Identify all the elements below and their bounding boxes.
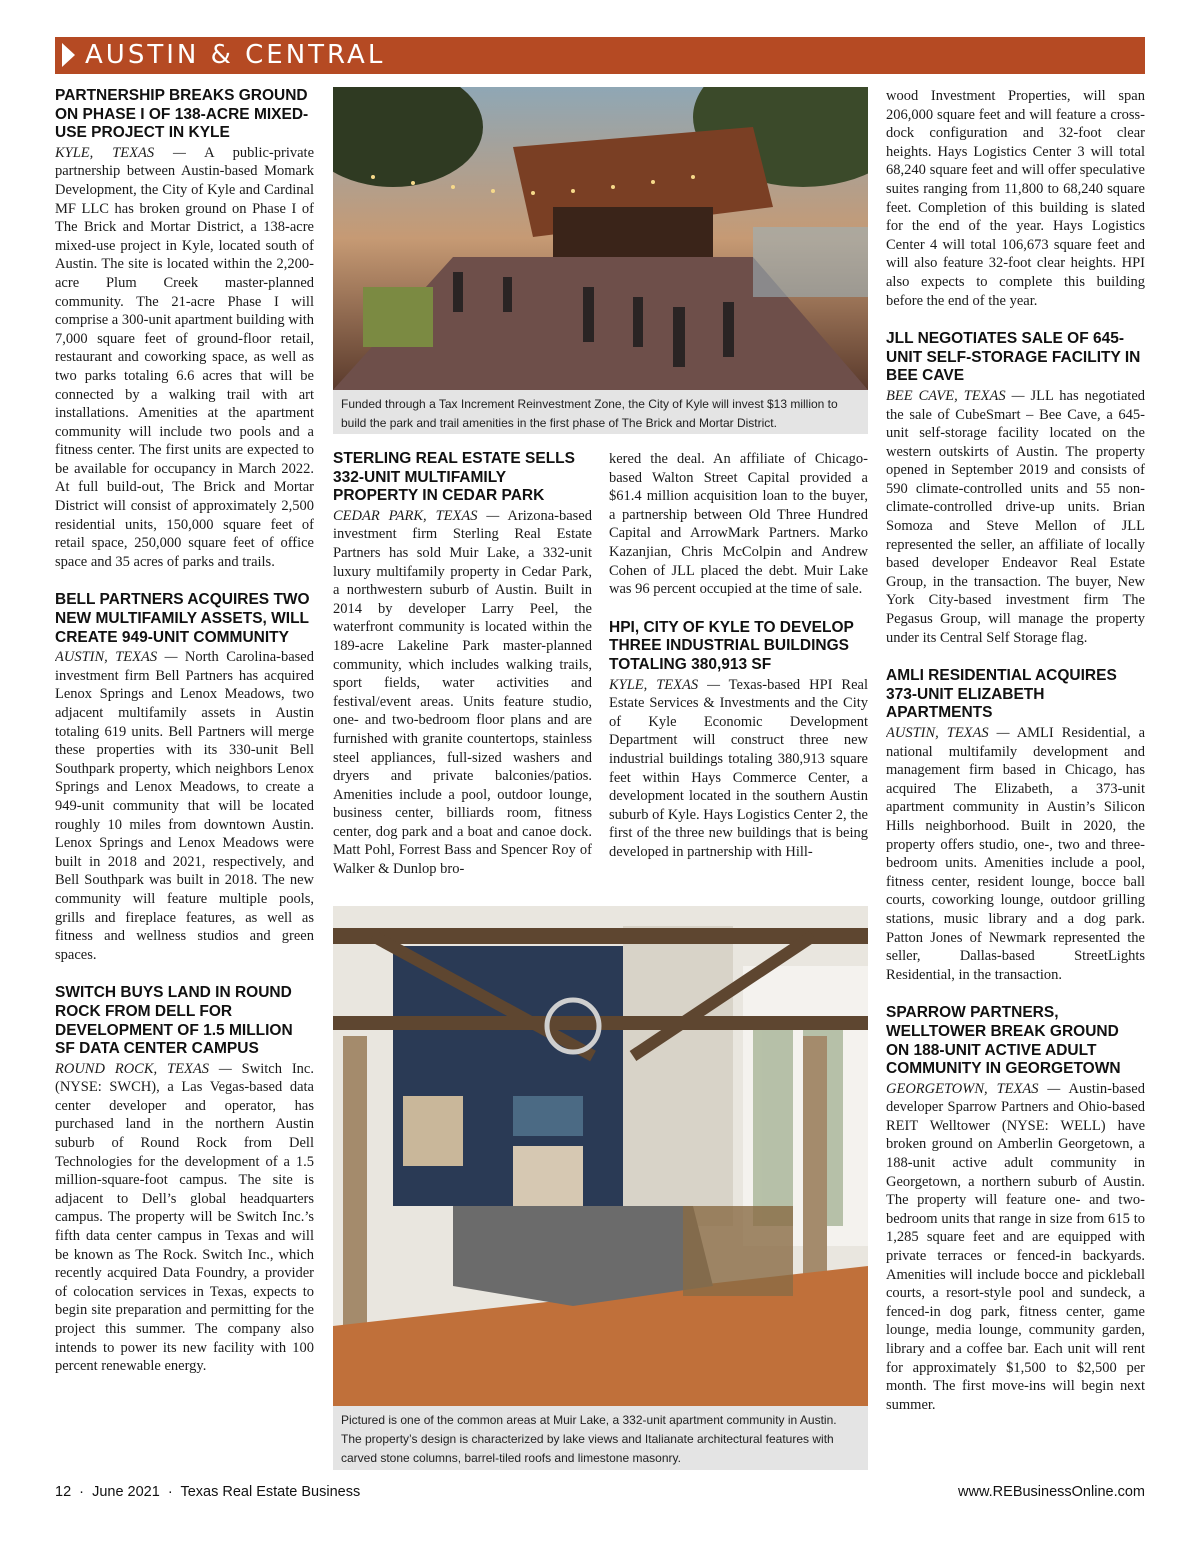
article-hpi (609, 619, 868, 862)
headline: STERLING REAL ESTATE SELLS 332-UNIT MULTIFAMILY PROPERTY IN CEDAR PARK (333, 450, 575, 505)
common-area-image (333, 906, 868, 1406)
photo-caption-park: Funded through a Tax Increment Reinvestment Zone, the City of Kyle will invest $13 million to build the park and trail amenities in the first phase of The Brick and Mortar District. (333, 390, 868, 434)
column-4 (886, 87, 1145, 1479)
body-text: Texas-based HPI Real Estate Services & Investments and the City of Kyle Economic Development Department will construct three new industrial buildings totaling 380,913 square feet within Hays Commerce Center, a development located in the southern Austin suburb of Kyle. Hays Logistics Center 2, the first of the three new buildings that is being developed in partnership with Hill- (609, 676, 868, 860)
column-3 (609, 450, 868, 895)
footer-website-link[interactable]: www.REBusinessOnline.com (958, 1484, 1145, 1500)
article-body (886, 387, 1145, 647)
article-kyle (55, 87, 314, 571)
article-body-continued: kered the deal. An affiliate of Chicago-based Walton Street Capital provided a $61.4 million acquisition loan to the buyer, a partnership between Old Three Hundred Capital and ArrowMark Partners. Marko Kazanjian, Chris McColpin and Andrew Cohen of JLL placed the debt. Muir Lake was 96 percent occupied at the time of sale. (609, 451, 868, 598)
headline: BELL PARTNERS ACQUIRES TWO NEW MULTIFAMILY ASSETS, WILL CREATE 949-UNIT COMMUNITY (55, 591, 310, 646)
common-area-photo (333, 906, 868, 1406)
column-1 (55, 87, 314, 1479)
headline: PARTNERSHIP BREAKS GROUND ON PHASE I OF 138-ACRE MIXED-USE PROJECT IN KYLE (55, 87, 309, 142)
dateline: GEORGETOWN, TEXAS — (886, 1080, 1061, 1097)
body-text: Switch Inc. (NYSE: SWCH), a Las Vegas-based data center developer and operator, has purchased land in the northern Austin suburb of Round Rock from Dell Technologies for the development of a 1.5 million-square-foot campus. The site is adjacent to Dell’s global headquarters campus. The property will be Switch Inc.’s fifth data center campus in Texas and will be known as The Rock. Switch Inc., which recently acquired Data Foundry, a provider of colocation services in Texas, expects to begin site preparation and permitting for the project this summer. The company also intends to power its new facility with 100 percent renewable energy. (55, 1060, 314, 1375)
section-title: AUSTIN & CENTRAL (85, 40, 386, 70)
article-amli (886, 667, 1145, 984)
headline: JLL NEGOTIATES SALE OF 645-UNIT SELF-STORAGE FACILITY IN BEE CAVE (886, 330, 1141, 385)
body-text: Austin-based developer Sparrow Partners and Ohio-based REIT Welltower (NYSE: WELL) have broken ground on Amberlin Georgetown, a 188-unit active adult community in Georgetown, a northern suburb of Austin. The property will feature one- and two-bedroom units that range in size from 615 to 1,285 square feet and are equipped with private terraces or fenced-in backyards. Amenities will include bocce and pickleball courts, a resort-style pool and sundeck, a fenced-in dog park, fitness center, game lounge, media lounge, community garden, library and a coffee bar. Each unit will rent for approximately $1,500 to $2,500 per month. The first move-ins will begin next summer. (886, 1080, 1145, 1413)
dateline: KYLE, TEXAS — (609, 676, 720, 693)
section-banner (55, 37, 1145, 74)
article-sterling (333, 450, 592, 879)
article-body (333, 507, 592, 879)
article-bell (55, 591, 314, 964)
dateline: ROUND ROCK, TEXAS — (55, 1060, 232, 1077)
dateline: CEDAR PARK, TEXAS — (333, 507, 500, 524)
article-body (55, 648, 314, 964)
photo-caption-common-area: Pictured is one of the common areas at Muir Lake, a 332-unit apartment community in Austin. The property’s design is characterized by lake views and Italianate architectural features with carved stone columns, barrel-tiled roofs and limestone masonry. (333, 1406, 868, 1470)
body-text: AMLI Residential, a national multifamily development and management firm based in Chicago, has acquired The Elizabeth, a 373-unit apartment community in Austin’s Silicon Hills neighborhood. Built in 2020, the property offers studio, one-, two and three-bedroom units. Amenities include a pool, fitness center, resident lounge, bocce ball courts, coworking lounge, outdoor grilling stations, music library and a dog park. Patton Jones of Newmark represented the seller, Dallas-based StreetLights Residential, in the transaction. (886, 725, 1145, 983)
article-sterling-cont (609, 450, 868, 599)
dateline: BEE CAVE, TEXAS — (886, 387, 1025, 404)
article-sparrow (886, 1004, 1145, 1414)
dateline: AUSTIN, TEXAS — (886, 725, 1010, 741)
headline: SPARROW PARTNERS, WELLTOWER BREAK GROUND ON 188-UNIT ACTIVE ADULT COMMUNITY IN GEORGETOWN (886, 1004, 1121, 1078)
body-text: A public-private partnership between Austin-based Momark Development, the City of Kyle and Cardinal MF LLC has broken ground on Phase I of The Brick and Mortar District, a 138-acre mixed-use project in Kyle, located south of Austin. The site is located within the 2,200-acre Plum Creek master-planned community. The 21-acre Phase I will comprise a 300-unit apartment building with 7,000 square feet of ground-floor retail, restaurant and coworking space, as well as two parks totaling 6.6 acres that will be connected by a walking trail with art installations. Amenities at the apartment community will include two pools and a fitness center. The first units are expected to be available for occupancy in March 2022. At full build-out, The Brick and Mortar District will consist of approximately 2,500 residential units, 150,000 square feet of retail space, 250,000 square feet of office space and 35 acres of parks and trails. (55, 144, 314, 570)
footer-folio: 12 · June 2021 · Texas Real Estate Business (55, 1484, 361, 1500)
article-switch (55, 984, 314, 1375)
headline: AMLI RESIDENTIAL ACQUIRES 373-UNIT ELIZABETH APARTMENTS (886, 667, 1117, 722)
park-rendering-image (333, 87, 868, 390)
article-body (886, 1080, 1145, 1415)
article-body (55, 1060, 314, 1376)
body-text: Arizona-based investment firm Sterling Real Estate Partners has sold Muir Lake, a 332-unit luxury multifamily property in Cedar Park, a northwestern suburb of Austin. Built in 2014 by developer Larry Peel, the waterfront community is located within the 189-acre Lakeline Park master-planned community, which includes walking trails, sport fields, water activities and festival/event areas. Units feature studio, one- and two-bedroom floor plans and are furnished with granite countertops, stainless steel appliances, full-sized washers and dryers and private balconies/patios. Amenities include a pool, outdoor lounge, business center, billiards room, fitness center, dog park and a boat and canoe dock. Matt Pohl, Forrest Bass and Spencer Roy of Walker & Dunlop bro- (333, 507, 592, 878)
headline: SWITCH BUYS LAND IN ROUND ROCK FROM DELL FOR DEVELOPMENT OF 1.5 MILLION SF DATA CENTER CAMPUS (55, 984, 293, 1058)
park-rendering-photo (333, 87, 868, 390)
body-text: North Carolina-based investment firm Bell Partners has acquired Lenox Springs and Lenox Meadows, two adjacent multifamily assets in Austin totaling 619 units. Bell Partners will merge these properties with its 330-unit Bell Southpark property, which neighbors Lenox Springs and Lenox Meadows, to create a 949-unit community that will be located roughly 10 miles from downtown Austin. Lenox Springs and Lenox Meadows were built in 2018 and 2021, respectively, and Bell Southpark was built in 2018. The new community will feature multiple pools, grills and fireplace features, as well as fitness and wellness studios and green spaces. (55, 649, 314, 963)
article-jll (886, 330, 1145, 647)
dateline: KYLE, TEXAS — (55, 144, 186, 161)
dateline: AUSTIN, TEXAS — (55, 649, 178, 666)
article-body (55, 144, 314, 572)
column-2 (333, 450, 592, 895)
article-body (886, 724, 1145, 984)
article-hpi-cont (886, 87, 1145, 310)
article-body-continued: wood Investment Properties, will span 206,000 square feet and will feature a cross-dock configuration and 32-foot clear heights. Hays Logistics Center 3 will total 68,240 square feet and will offer speculative suites ranging from 11,800 to 68,240 square feet. Completion of this building is slated for the end of the year. Hays Logistics Center 4 will total 106,673 square feet and will also feature 32-foot clear heights. HPI also expects to complete this building before the end of the year. (886, 88, 1145, 309)
arrow-icon (62, 43, 75, 67)
article-body (609, 676, 868, 862)
body-text: JLL has negotiated the sale of CubeSmart – Bee Cave, a 645-unit self-storage facility located on the western outskirts of Austin. The property opened in September 2019 and consists of 590 climate-controlled units and 55 non-climate-controlled drive-up units. Brian Somoza and Steve Mellon of JLL represented the seller, an affiliate of locally based developer Endeavor Real Estate Group, in the transaction. The buyer, New York City-based investment firm The Pegasus Group, will manage the property under its Central Self Storage flag. (886, 387, 1145, 646)
headline: HPI, CITY OF KYLE TO DEVELOP THREE INDUSTRIAL BUILDINGS TOTALING 380,913 SF (609, 618, 854, 673)
